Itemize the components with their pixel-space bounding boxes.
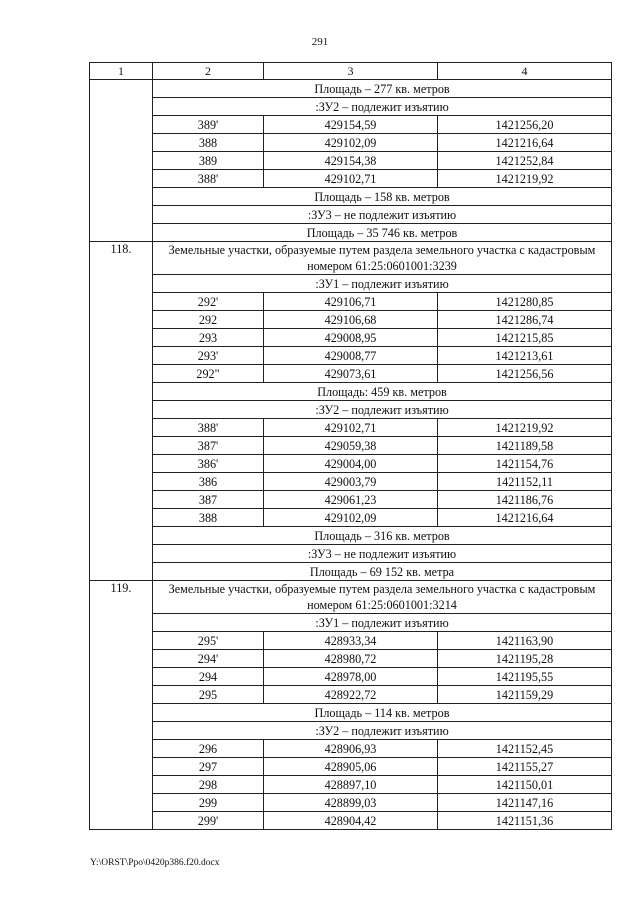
point-id: 294' (153, 650, 264, 668)
coordinate-y: 1421152,11 (438, 473, 612, 491)
table-row (90, 686, 612, 704)
table-row (90, 758, 612, 776)
coordinate-y: 1421256,20 (438, 116, 612, 134)
coordinate-x: 428980,72 (264, 650, 438, 668)
note-row (90, 275, 612, 293)
table-header-row (90, 63, 612, 80)
point-id: 294 (153, 668, 264, 686)
point-id: 389 (153, 152, 264, 170)
section-heading: Земельные участки, образуемые путем раздела земельного участка с кадастровым номером 61:25:0601001:3214 (153, 581, 612, 614)
note-text: Площадь – 277 кв. метров (153, 80, 612, 98)
coordinate-y: 1421154,76 (438, 455, 612, 473)
note-row (90, 527, 612, 545)
section-heading: Земельные участки, образуемые путем раздела земельного участка с кадастровым номером 61:25:0601001:3239 (153, 242, 612, 275)
coordinate-y: 1421280,85 (438, 293, 612, 311)
point-id: 293 (153, 329, 264, 347)
point-id: 389' (153, 116, 264, 134)
point-id: 388 (153, 134, 264, 152)
table-row (90, 134, 612, 152)
coordinate-y: 1421152,45 (438, 740, 612, 758)
table-row (90, 116, 612, 134)
point-id: 297 (153, 758, 264, 776)
coordinate-y: 1421286,74 (438, 311, 612, 329)
point-id: 388 (153, 509, 264, 527)
table-row (90, 329, 612, 347)
coordinate-x: 428905,06 (264, 758, 438, 776)
note-text: Площадь – 35 746 кв. метров (153, 224, 612, 242)
point-id: 292' (153, 293, 264, 311)
point-id: 292 (153, 311, 264, 329)
table-row (90, 740, 612, 758)
coordinate-x: 428904,42 (264, 812, 438, 830)
coordinate-y: 1421215,85 (438, 329, 612, 347)
coordinate-x: 428897,10 (264, 776, 438, 794)
coordinate-x: 428933,34 (264, 632, 438, 650)
table-row (90, 455, 612, 473)
table-row (90, 632, 612, 650)
note-row (90, 545, 612, 563)
point-id: 299 (153, 794, 264, 812)
coordinate-y: 1421186,76 (438, 491, 612, 509)
column-header: 4 (438, 63, 612, 80)
note-text: Площадь – 158 кв. метров (153, 188, 612, 206)
note-row (90, 704, 612, 722)
coordinate-y: 1421147,16 (438, 794, 612, 812)
coordinate-y: 1421163,90 (438, 632, 612, 650)
note-row (90, 206, 612, 224)
note-text: :ЗУ3 – не подлежит изъятию (153, 206, 612, 224)
table-body (90, 63, 612, 830)
note-text: Площадь – 316 кв. метров (153, 527, 612, 545)
point-id: 299' (153, 812, 264, 830)
table-row (90, 152, 612, 170)
column-header: 3 (264, 63, 438, 80)
coordinate-x: 429106,71 (264, 293, 438, 311)
table-row (90, 437, 612, 455)
table-row (90, 776, 612, 794)
coordinate-x: 428922,72 (264, 686, 438, 704)
note-row (90, 224, 612, 242)
point-id: 387 (153, 491, 264, 509)
table-row (90, 668, 612, 686)
point-id: 295' (153, 632, 264, 650)
note-row (90, 383, 612, 401)
table-row (90, 365, 612, 383)
column-header: 2 (153, 63, 264, 80)
table-row (90, 812, 612, 830)
coordinate-y: 1421256,56 (438, 365, 612, 383)
point-id: 298 (153, 776, 264, 794)
coordinate-y: 1421189,58 (438, 437, 612, 455)
table-row (90, 170, 612, 188)
point-id: 388' (153, 419, 264, 437)
coordinate-y: 1421219,92 (438, 170, 612, 188)
note-text: Площадь – 114 кв. метров (153, 704, 612, 722)
coordinate-x: 429073,61 (264, 365, 438, 383)
coordinate-x: 429102,71 (264, 419, 438, 437)
note-text: :ЗУ1 – подлежит изъятию (153, 614, 612, 632)
coordinate-y: 1421219,92 (438, 419, 612, 437)
note-row (90, 563, 612, 581)
table-row (90, 491, 612, 509)
table-row (90, 419, 612, 437)
note-row (90, 401, 612, 419)
coordinates-table (89, 62, 612, 830)
point-id: 386' (153, 455, 264, 473)
table-row (90, 311, 612, 329)
coordinate-x: 428906,93 (264, 740, 438, 758)
coordinate-x: 429059,38 (264, 437, 438, 455)
coordinate-x: 429008,77 (264, 347, 438, 365)
point-id: 388' (153, 170, 264, 188)
coordinate-x: 429003,79 (264, 473, 438, 491)
file-path-footer: Y:\ORST\Ppo\0420p386.f20.docx (90, 858, 220, 868)
coordinate-x: 429102,09 (264, 509, 438, 527)
point-id: 386 (153, 473, 264, 491)
item-number: 118. (90, 242, 153, 581)
coordinate-y: 1421195,55 (438, 668, 612, 686)
note-row (90, 188, 612, 206)
coordinate-x: 429004,00 (264, 455, 438, 473)
coordinate-y: 1421151,36 (438, 812, 612, 830)
note-row (90, 722, 612, 740)
item-number: 119. (90, 581, 153, 830)
point-id: 295 (153, 686, 264, 704)
note-text: :ЗУ3 – не подлежит изъятию (153, 545, 612, 563)
coordinate-x: 429061,23 (264, 491, 438, 509)
coordinate-x: 429008,95 (264, 329, 438, 347)
page-number: 291 (311, 36, 329, 48)
coordinate-y: 1421155,27 (438, 758, 612, 776)
coordinate-x: 429154,59 (264, 116, 438, 134)
coordinate-y: 1421213,61 (438, 347, 612, 365)
section-heading-row (90, 242, 612, 275)
table-row (90, 650, 612, 668)
coordinate-x: 429102,71 (264, 170, 438, 188)
coordinate-y: 1421150,01 (438, 776, 612, 794)
point-id: 296 (153, 740, 264, 758)
note-text: :ЗУ2 – подлежит изъятию (153, 722, 612, 740)
note-text: :ЗУ1 – подлежит изъятию (153, 275, 612, 293)
coordinate-x: 429154,38 (264, 152, 438, 170)
table-row (90, 794, 612, 812)
note-row (90, 614, 612, 632)
point-id: 292" (153, 365, 264, 383)
table-row (90, 509, 612, 527)
item-number-empty (90, 80, 153, 242)
coordinate-x: 428899,03 (264, 794, 438, 812)
note-text: Площадь – 69 152 кв. метра (153, 563, 612, 581)
note-row (90, 98, 612, 116)
table-row (90, 293, 612, 311)
coordinate-y: 1421195,28 (438, 650, 612, 668)
column-header: 1 (90, 63, 153, 80)
coordinate-y: 1421159,29 (438, 686, 612, 704)
note-row (90, 80, 612, 98)
note-text: :ЗУ2 – подлежит изъятию (153, 401, 612, 419)
table-row (90, 473, 612, 491)
coordinate-y: 1421216,64 (438, 134, 612, 152)
note-text: Площадь: 459 кв. метров (153, 383, 612, 401)
coordinate-x: 429106,68 (264, 311, 438, 329)
note-text: :ЗУ2 – подлежит изъятию (153, 98, 612, 116)
coordinate-x: 428978,00 (264, 668, 438, 686)
point-id: 293' (153, 347, 264, 365)
coordinate-x: 429102,09 (264, 134, 438, 152)
table-row (90, 347, 612, 365)
coordinate-y: 1421252,84 (438, 152, 612, 170)
section-heading-row (90, 581, 612, 614)
coordinate-y: 1421216,64 (438, 509, 612, 527)
point-id: 387' (153, 437, 264, 455)
